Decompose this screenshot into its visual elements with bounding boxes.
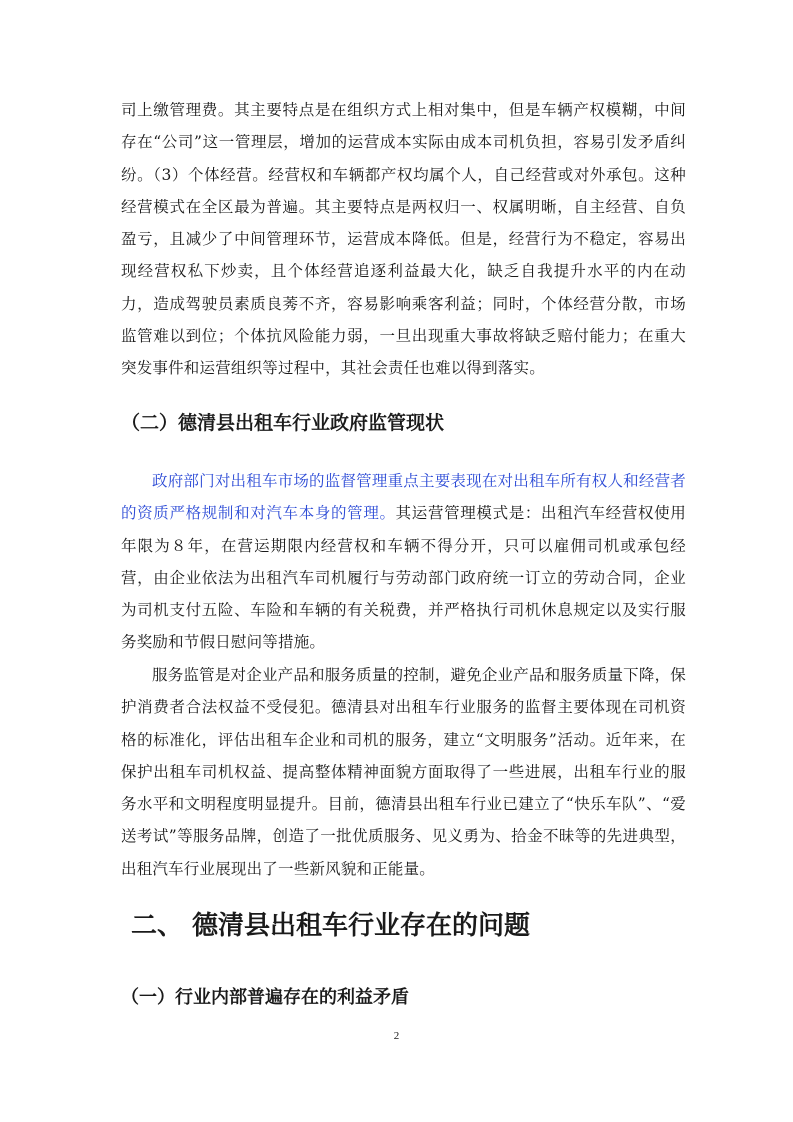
chapter-heading-problems: 二、 德清县出租车行业存在的问题 [131, 911, 531, 941]
paragraph-government-supervision [121, 465, 686, 659]
paragraph-service-supervision: 服务监管是对企业产品和服务质量的控制，避免企业产品和服务质量下降，保护消费者合法权益不受侵犯。德清县对出租车行业服务的监督主要体现在司机资格的标准化，评估出租车企业和司机的服务，建立“文明服务”活动。近年来，在保护出租车司机权益、提高整体精神面貌方面取得了一些进展，出租车行业的服务水平和文明程度明显提升。目前，德清县出租车行业已建立了“快乐车队”、“爱送考试”等服务品牌，创造了一批优质服务、见义勇为、拾金不昧等的先进典型，出租汽车行业展现出了一些新风貌和正能量。 [121, 666, 686, 878]
body-text: 其运营管理模式是：出租汽车经营权使用年限为８年，在营运期限内经营权和车辆不得分开，只可以雇佣司机或承包经营，由企业依法为出租汽车司机履行与劳动部门政府统一订立的劳动合同，企业为司机支付五险、车险和车辆的有关税费，并严格执行司机休息规定以及实行服务奖励和节假日慰问等措施。 [121, 504, 686, 652]
paragraph-operating-models: 司上缴管理费。其主要特点是在组织方式上相对集中，但是车辆产权模糊，中间存在“公司”这一管理层，增加的运营成本实际由成本司机负担，容易引发矛盾纠纷。（3）个体经营。经营权和车辆都产权均属个人，自己经营或对外承包。这种经营模式在全区最为普遍。其主要特点是两权归一、权属明晰，自主经营、自负盈亏，且减少了中间管理环节，运营成本降低。但是，经营行为不稳定，容易出现经营权私下炒卖，且个体经营追逐利益最大化，缺乏自我提升水平的内在动力，造成驾驶员素质良莠不齐，容易影响乘客利益；同时，个体经营分散，市场监管难以到位；个体抗风险能力弱，一旦出现重大事故将缺乏赔付能力；在重大突发事件和运营组织等过程中，其社会责任也难以得到落实。 [121, 101, 686, 378]
page-number: 2 [393, 1030, 400, 1042]
section-heading-government-supervision: （二）德清县出租车行业政府监管现状 [121, 412, 445, 434]
subsection-heading-interest-conflicts: （一）行业内部普遍存在的利益矛盾 [121, 987, 409, 1008]
highlighted-text: 政府部门对出租车市场的监督管理重点主要表现在对出租车所有权人和经营者的资质严格规制和对汽车本身的管理。 [121, 472, 686, 523]
